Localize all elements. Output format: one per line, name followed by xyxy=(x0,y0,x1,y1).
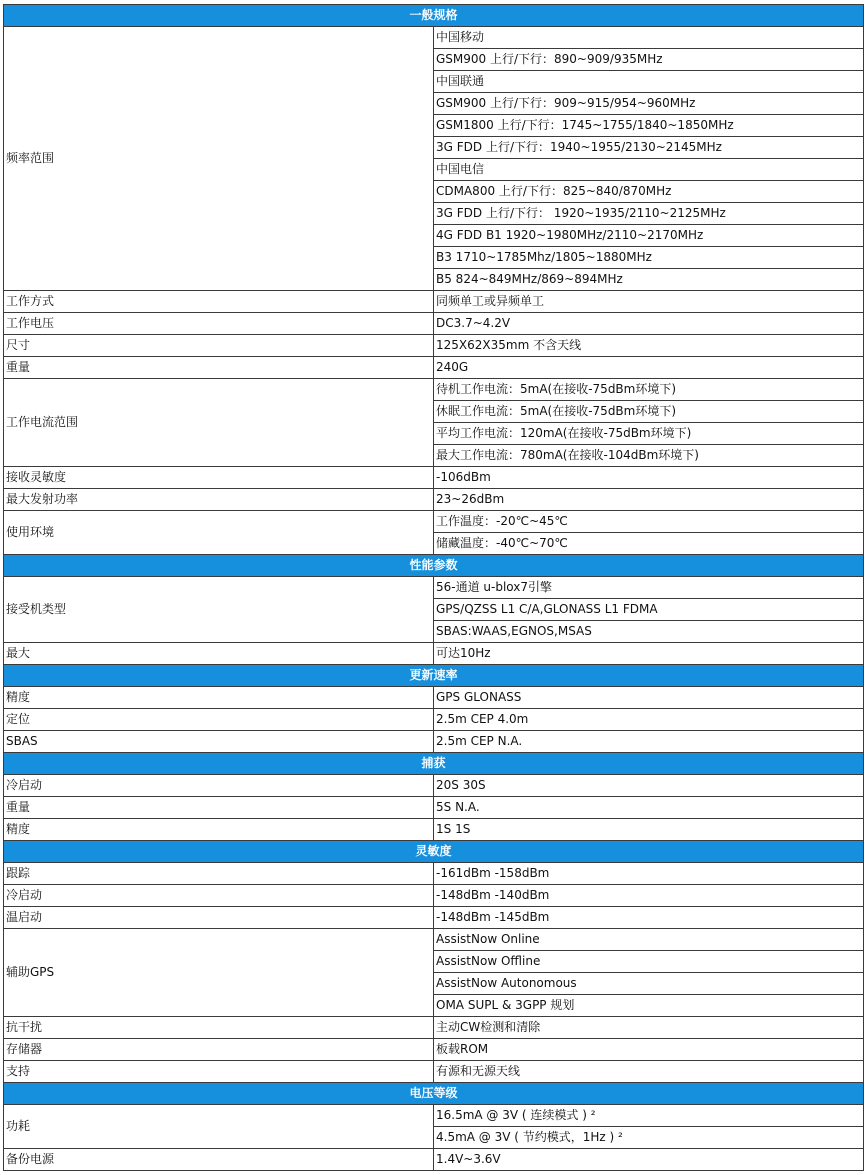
spec-value: 休眠工作电流：5mA(在接收-75dBm环境下) xyxy=(434,401,864,423)
spec-value: AssistNow Autonomous xyxy=(434,973,864,995)
spec-label: 冷启动 xyxy=(4,775,434,797)
spec-label: 辅助GPS xyxy=(4,929,434,1017)
section-title: 捕获 xyxy=(4,753,864,775)
spec-value: 1S 1S xyxy=(434,819,864,841)
spec-value: 3G FDD 上行/下行：1940~1955/2130~2145MHz xyxy=(434,137,864,159)
spec-row xyxy=(4,775,864,797)
spec-label: 工作电压 xyxy=(4,313,434,335)
spec-row xyxy=(4,467,864,489)
spec-value: 可达10Hz xyxy=(434,643,864,665)
spec-label: 尺寸 xyxy=(4,335,434,357)
spec-label: 工作电流范围 xyxy=(4,379,434,467)
spec-value: GPS GLONASS xyxy=(434,687,864,709)
spec-label: 冷启动 xyxy=(4,885,434,907)
spec-row xyxy=(4,313,864,335)
spec-label: SBAS xyxy=(4,731,434,753)
spec-row xyxy=(4,929,864,951)
spec-label: 支持 xyxy=(4,1061,434,1083)
spec-row xyxy=(4,731,864,753)
spec-value: 待机工作电流：5mA(在接收-75dBm环境下) xyxy=(434,379,864,401)
spec-label: 精度 xyxy=(4,687,434,709)
spec-label: 功耗 xyxy=(4,1105,434,1149)
section-header xyxy=(4,841,864,863)
spec-row xyxy=(4,1017,864,1039)
spec-label: 使用环境 xyxy=(4,511,434,555)
spec-value: 5S N.A. xyxy=(434,797,864,819)
spec-value: 平均工作电流：120mA(在接收-75dBm环境下) xyxy=(434,423,864,445)
section-header xyxy=(4,665,864,687)
spec-value: 板载ROM xyxy=(434,1039,864,1061)
spec-row xyxy=(4,797,864,819)
spec-label: 备份电源 xyxy=(4,1149,434,1171)
spec-label: 最大 xyxy=(4,643,434,665)
spec-value: 主动CW检测和清除 xyxy=(434,1017,864,1039)
spec-row xyxy=(4,907,864,929)
spec-value: 中国联通 xyxy=(434,71,864,93)
section-title: 灵敏度 xyxy=(4,841,864,863)
spec-table-body xyxy=(4,5,864,1171)
spec-row xyxy=(4,291,864,313)
spec-value: 4.5mA @ 3V ( 节约模式，1Hz ) ² xyxy=(434,1127,864,1149)
spec-row xyxy=(4,1061,864,1083)
spec-value: 有源和无源天线 xyxy=(434,1061,864,1083)
spec-value: GSM1800 上行/下行：1745~1755/1840~1850MHz xyxy=(434,115,864,137)
section-header xyxy=(4,5,864,27)
spec-label: 重量 xyxy=(4,357,434,379)
spec-label: 跟踪 xyxy=(4,863,434,885)
spec-value: -161dBm -158dBm xyxy=(434,863,864,885)
spec-label: 存储器 xyxy=(4,1039,434,1061)
section-title: 性能参数 xyxy=(4,555,864,577)
spec-value: 20S 30S xyxy=(434,775,864,797)
spec-label: 接受机类型 xyxy=(4,577,434,643)
spec-value: 中国电信 xyxy=(434,159,864,181)
section-header xyxy=(4,1083,864,1105)
spec-table xyxy=(3,4,864,1171)
spec-value: -148dBm -140dBm xyxy=(434,885,864,907)
spec-row xyxy=(4,489,864,511)
spec-value: 23~26dBm xyxy=(434,489,864,511)
spec-label: 最大发射功率 xyxy=(4,489,434,511)
spec-value: -148dBm -145dBm xyxy=(434,907,864,929)
spec-value: GPS/QZSS L1 C/A,GLONASS L1 FDMA xyxy=(434,599,864,621)
spec-value: 2.5m CEP 4.0m xyxy=(434,709,864,731)
spec-value: 16.5mA @ 3V ( 连续模式 ) ² xyxy=(434,1105,864,1127)
spec-row xyxy=(4,885,864,907)
spec-value: 工作温度：-20℃~45℃ xyxy=(434,511,864,533)
spec-row xyxy=(4,687,864,709)
spec-value: B5 824~849MHz/869~894MHz xyxy=(434,269,864,291)
spec-label: 频率范围 xyxy=(4,27,434,291)
spec-row xyxy=(4,577,864,599)
spec-value: CDMA800 上行/下行：825~840/870MHz xyxy=(434,181,864,203)
spec-label: 定位 xyxy=(4,709,434,731)
spec-value: B3 1710~1785Mhz/1805~1880MHz xyxy=(434,247,864,269)
spec-row xyxy=(4,1149,864,1171)
spec-row xyxy=(4,1039,864,1061)
spec-value: AssistNow Online xyxy=(434,929,864,951)
spec-value: 最大工作电流：780mA(在接收-104dBm环境下) xyxy=(434,445,864,467)
spec-value: 中国移动 xyxy=(434,27,864,49)
spec-value: 56-通道 u-blox7引擎 xyxy=(434,577,864,599)
spec-value: GSM900 上行/下行：909~915/954~960MHz xyxy=(434,93,864,115)
spec-label: 工作方式 xyxy=(4,291,434,313)
spec-label: 接收灵敏度 xyxy=(4,467,434,489)
section-title: 电压等级 xyxy=(4,1083,864,1105)
spec-row xyxy=(4,643,864,665)
spec-value: -106dBm xyxy=(434,467,864,489)
spec-label: 重量 xyxy=(4,797,434,819)
spec-value: 储藏温度：-40℃~70℃ xyxy=(434,533,864,555)
spec-row xyxy=(4,511,864,533)
spec-value: SBAS:WAAS,EGNOS,MSAS xyxy=(434,621,864,643)
spec-value: AssistNow Offline xyxy=(434,951,864,973)
spec-label: 温启动 xyxy=(4,907,434,929)
spec-value: 1.4V~3.6V xyxy=(434,1149,864,1171)
section-title: 更新速率 xyxy=(4,665,864,687)
spec-value: GSM900 上行/下行：890~909/935MHz xyxy=(434,49,864,71)
spec-row xyxy=(4,863,864,885)
section-title: 一般规格 xyxy=(4,5,864,27)
spec-value: 4G FDD B1 1920~1980MHz/2110~2170MHz xyxy=(434,225,864,247)
section-header xyxy=(4,555,864,577)
spec-row xyxy=(4,1105,864,1127)
spec-value: 240G xyxy=(434,357,864,379)
spec-label: 抗干扰 xyxy=(4,1017,434,1039)
spec-row xyxy=(4,335,864,357)
spec-row xyxy=(4,709,864,731)
spec-value: 2.5m CEP N.A. xyxy=(434,731,864,753)
spec-row xyxy=(4,379,864,401)
spec-value: 同频单工或异频单工 xyxy=(434,291,864,313)
spec-value: DC3.7~4.2V xyxy=(434,313,864,335)
spec-value: 125X62X35mm 不含天线 xyxy=(434,335,864,357)
spec-value: 3G FDD 上行/下行： 1920~1935/2110~2125MHz xyxy=(434,203,864,225)
spec-value: OMA SUPL & 3GPP 规划 xyxy=(434,995,864,1017)
spec-row xyxy=(4,357,864,379)
spec-row xyxy=(4,819,864,841)
spec-label: 精度 xyxy=(4,819,434,841)
spec-row xyxy=(4,27,864,49)
section-header xyxy=(4,753,864,775)
